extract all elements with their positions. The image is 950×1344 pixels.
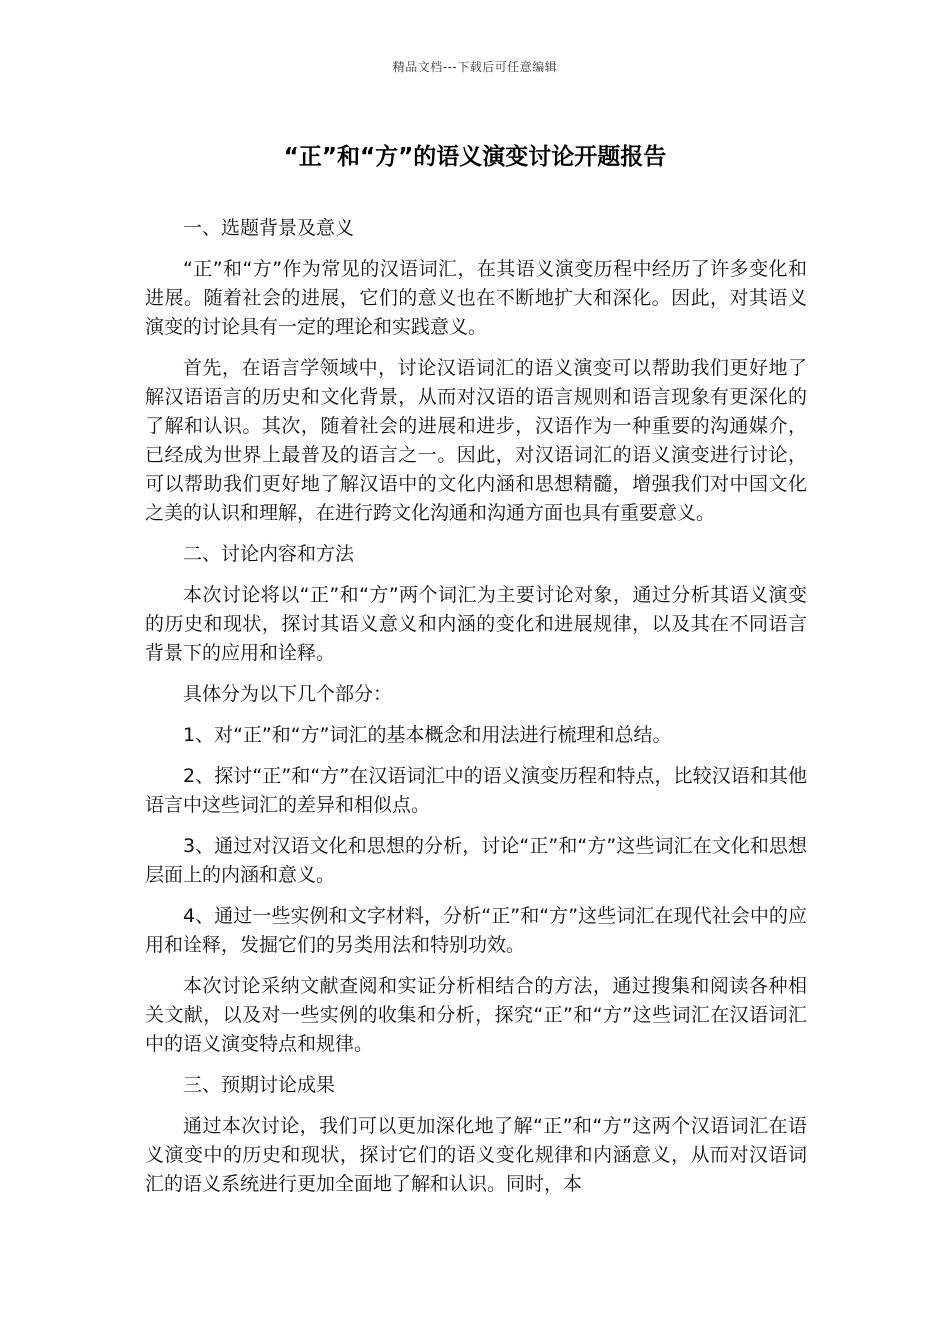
document-title: “正”和“方”的语义演变讨论开题报告 bbox=[283, 144, 667, 170]
list-item-1: 1、对“正”和“方”词汇的基本概念和用法进行梳理和总结。 bbox=[183, 724, 672, 746]
list-item-2: 2、探讨“正”和“方”在汉语词汇中的语义演变历程和特点，比较汉语和其他语言中这些词汇的差异和相似点。 bbox=[145, 765, 807, 816]
section-heading-expected-results: 三、预期讨论成果 bbox=[183, 1074, 336, 1096]
paragraph-parts-intro: 具体分为以下几个部分： bbox=[183, 683, 393, 705]
paragraph-expected-results: 通过本次讨论，我们可以更加深化地了解“正”和“方”这两个汉语词汇在语义演变中的历史和现状，探讨它们的语义变化规律和内涵意义，从而对汉语词汇的语义系统进行更加全面地了解和认识。同时，本 bbox=[145, 1115, 807, 1195]
section-heading-background: 一、选题背景及意义 bbox=[183, 217, 355, 239]
paragraph-intro: “正”和“方”作为常见的汉语词汇，在其语义演变历程中经历了许多变化和进展。随着社会的进展，它们的意义也在不断地扩大和深化。因此，对其语义演变的讨论具有一定的理论和实践意义。 bbox=[145, 258, 807, 338]
paragraph-method: 本次讨论采纳文献查阅和实证分析相结合的方法，通过搜集和阅读各种相关文献，以及对一些实例的收集和分析，探究“正”和“方”这些词汇在汉语词汇中的语义演变特点和规律。 bbox=[145, 975, 807, 1055]
paragraph-research-scope: 本次讨论将以“正”和“方”两个词汇为主要讨论对象，通过分析其语义演变的历史和现状，探讨其语义意义和内涵的变化和进展规律，以及其在不同语言背景下的应用和诠释。 bbox=[145, 584, 807, 664]
document-body bbox=[145, 214, 807, 1211]
list-item-3: 3、通过对汉语文化和思想的分析，讨论“正”和“方”这些词汇在文化和思想层面上的内涵和意义。 bbox=[145, 835, 807, 886]
section-heading-content-method: 二、讨论内容和方法 bbox=[183, 543, 355, 565]
list-item-4: 4、通过一些实例和文字材料，分析“正”和“方”这些词汇在现代社会中的应用和诠释，发掘它们的另类用法和特别功效。 bbox=[145, 905, 807, 956]
header-note: 精品文档---下载后可任意编辑 bbox=[392, 60, 558, 74]
paragraph-significance: 首先，在语言学领域中，讨论汉语词汇的语义演变可以帮助我们更好地了解汉语语言的历史和文化背景，从而对汉语的语言规则和语言现象有更深化的了解和认识。其次，随着社会的进展和进步，汉语作为一种重要的沟通媒介，已经成为世界上最普及的语言之一。因此，对汉语词汇的语义演变进行讨论，可以帮助我们更好地了解汉语中的文化内涵和思想精髓，增强我们对中国文化之美的认识和理解，在进行跨文化沟通和沟通方面也具有重要意义。 bbox=[145, 357, 807, 524]
